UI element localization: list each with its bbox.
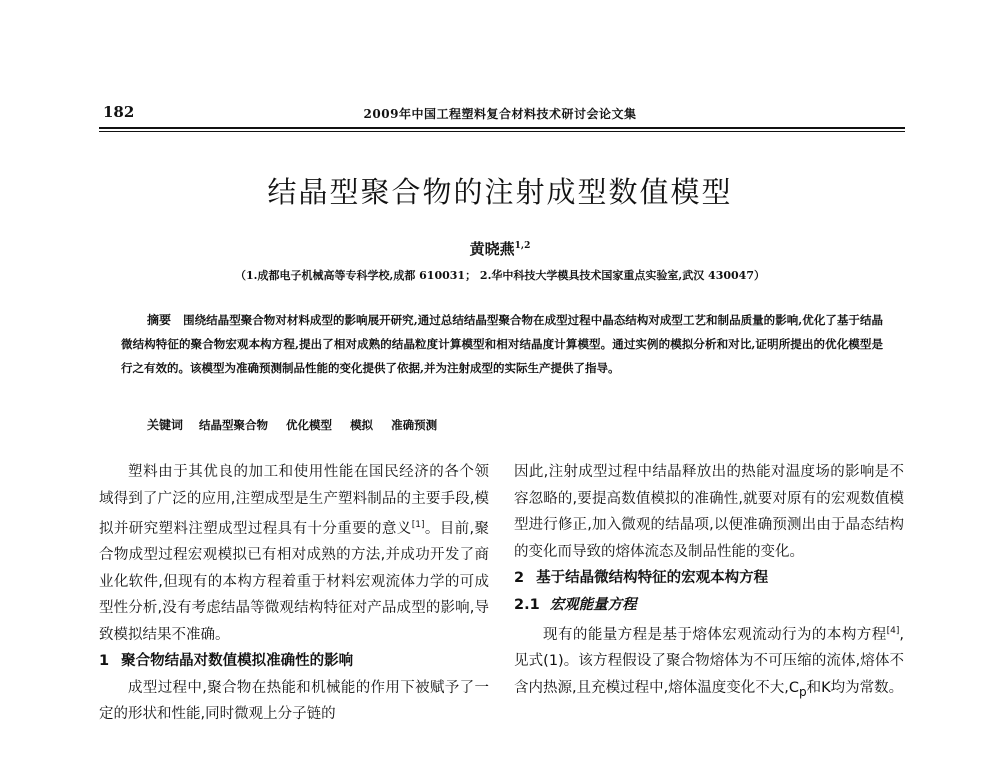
section-title: 聚合物结晶对数值模拟准确性的影响 [121,653,354,670]
abstract [121,308,883,380]
keyword: 结晶型聚合物 [199,418,269,432]
keyword: 优化模型 [286,418,333,432]
subsection-heading-2-1 [514,592,904,619]
keywords-label: 关键词 [147,418,184,432]
header-rule-thin [99,131,905,132]
section-heading-1 [99,648,489,675]
paragraph-text: 。目前,聚合物成型过程宏观模拟已有相对成熟的方法,并成功开发了商业化软件,但现有的本构方程着重于材料宏观流体力学的可成型性分析,没有考虑结晶等微观结构特征对产品成型的影响,导致模拟结果不准确。 [99,520,490,643]
section-number: 1 [99,653,110,670]
section-number: 2 [514,570,525,586]
paragraph: 成型过程中,聚合物在热能和机械能的作用下被赋予了一定的形状和性能,同时微观上分子链的 [99,679,489,723]
page-number: 182 [103,103,135,121]
paragraph [99,459,489,648]
keywords [147,416,451,433]
citation: [4] [886,626,900,636]
author-affiliation-sup: 1,2 [514,241,531,251]
abstract-text: 围绕结晶型聚合物对材料成型的影响展开研究,通过总结结晶型聚合物在成型过程中晶态结构对成型工艺和制品质量的影响,优化了基于结晶微结构特征的聚合物宏观本构方程,提出了相对成熟的结晶粒度计算模型和相对结晶度计算模型。通过实例的模拟分析和对比,证明所提出的优化模型是行之有效的。该模型为准确预测制品性能的变化提供了依据,并为注射成型的实际生产提供了指导。 [121,313,883,375]
subsection-title: 宏观能量方程 [549,595,637,613]
subsection-number: 2.1 [514,596,540,613]
paragraph [514,618,904,705]
affiliation: （1.成都电子机械高等专科学校,成都 610031； 2.华中科技大学模具技术国家重点实验室,武汉 430047） [235,269,765,282]
abstract-label: 摘要 [147,313,172,327]
paper-title: 结晶型聚合物的注射成型数值模型 [267,175,733,209]
running-title: 2009年中国工程塑料复合材料技术研讨会论文集 [363,107,637,121]
paragraph: 因此,注射成型过程中结晶释放出的热能对温度场的影响是不容忽略的,要提高数值模拟的准确性,就要对原有的宏观数值模型进行修正,加入微观的结晶项,以便准确预测出由于晶态结构的变化而导致的熔体流态及制品性能的变化。 [514,464,904,560]
section-title: 基于结晶微结构特征的宏观本构方程 [536,570,769,586]
header-rule-thick [99,127,905,129]
citation: [1] [411,520,425,530]
paragraph-text: 现有的能量方程是基于熔体宏观流动行为的本构方程 [543,626,887,643]
keyword: 模拟 [350,418,374,432]
paragraph-text: 和K均为常数。 [806,679,904,696]
body-column-left [99,459,489,728]
paragraph-text: 塑料由于其优良的加工和使用性能在国民经济的各个领域得到了广泛的应用,注塑成型是生产塑料制品的主要手段,模拟并研究塑料注塑成型过程具有十分重要的意义 [99,464,489,537]
subscript: p [798,684,807,699]
author-line [0,238,1000,259]
section-heading-2 [514,565,904,592]
keyword: 准确预测 [391,418,438,432]
paragraph-text: ,见式(1)。该方程假设了聚合物熔体为不可压缩的流体,熔体不含内热源,且充模过程中,熔体温度变化不大,C [514,626,904,696]
body-column-right [514,459,904,705]
author-name: 黄晓燕 [469,240,515,258]
